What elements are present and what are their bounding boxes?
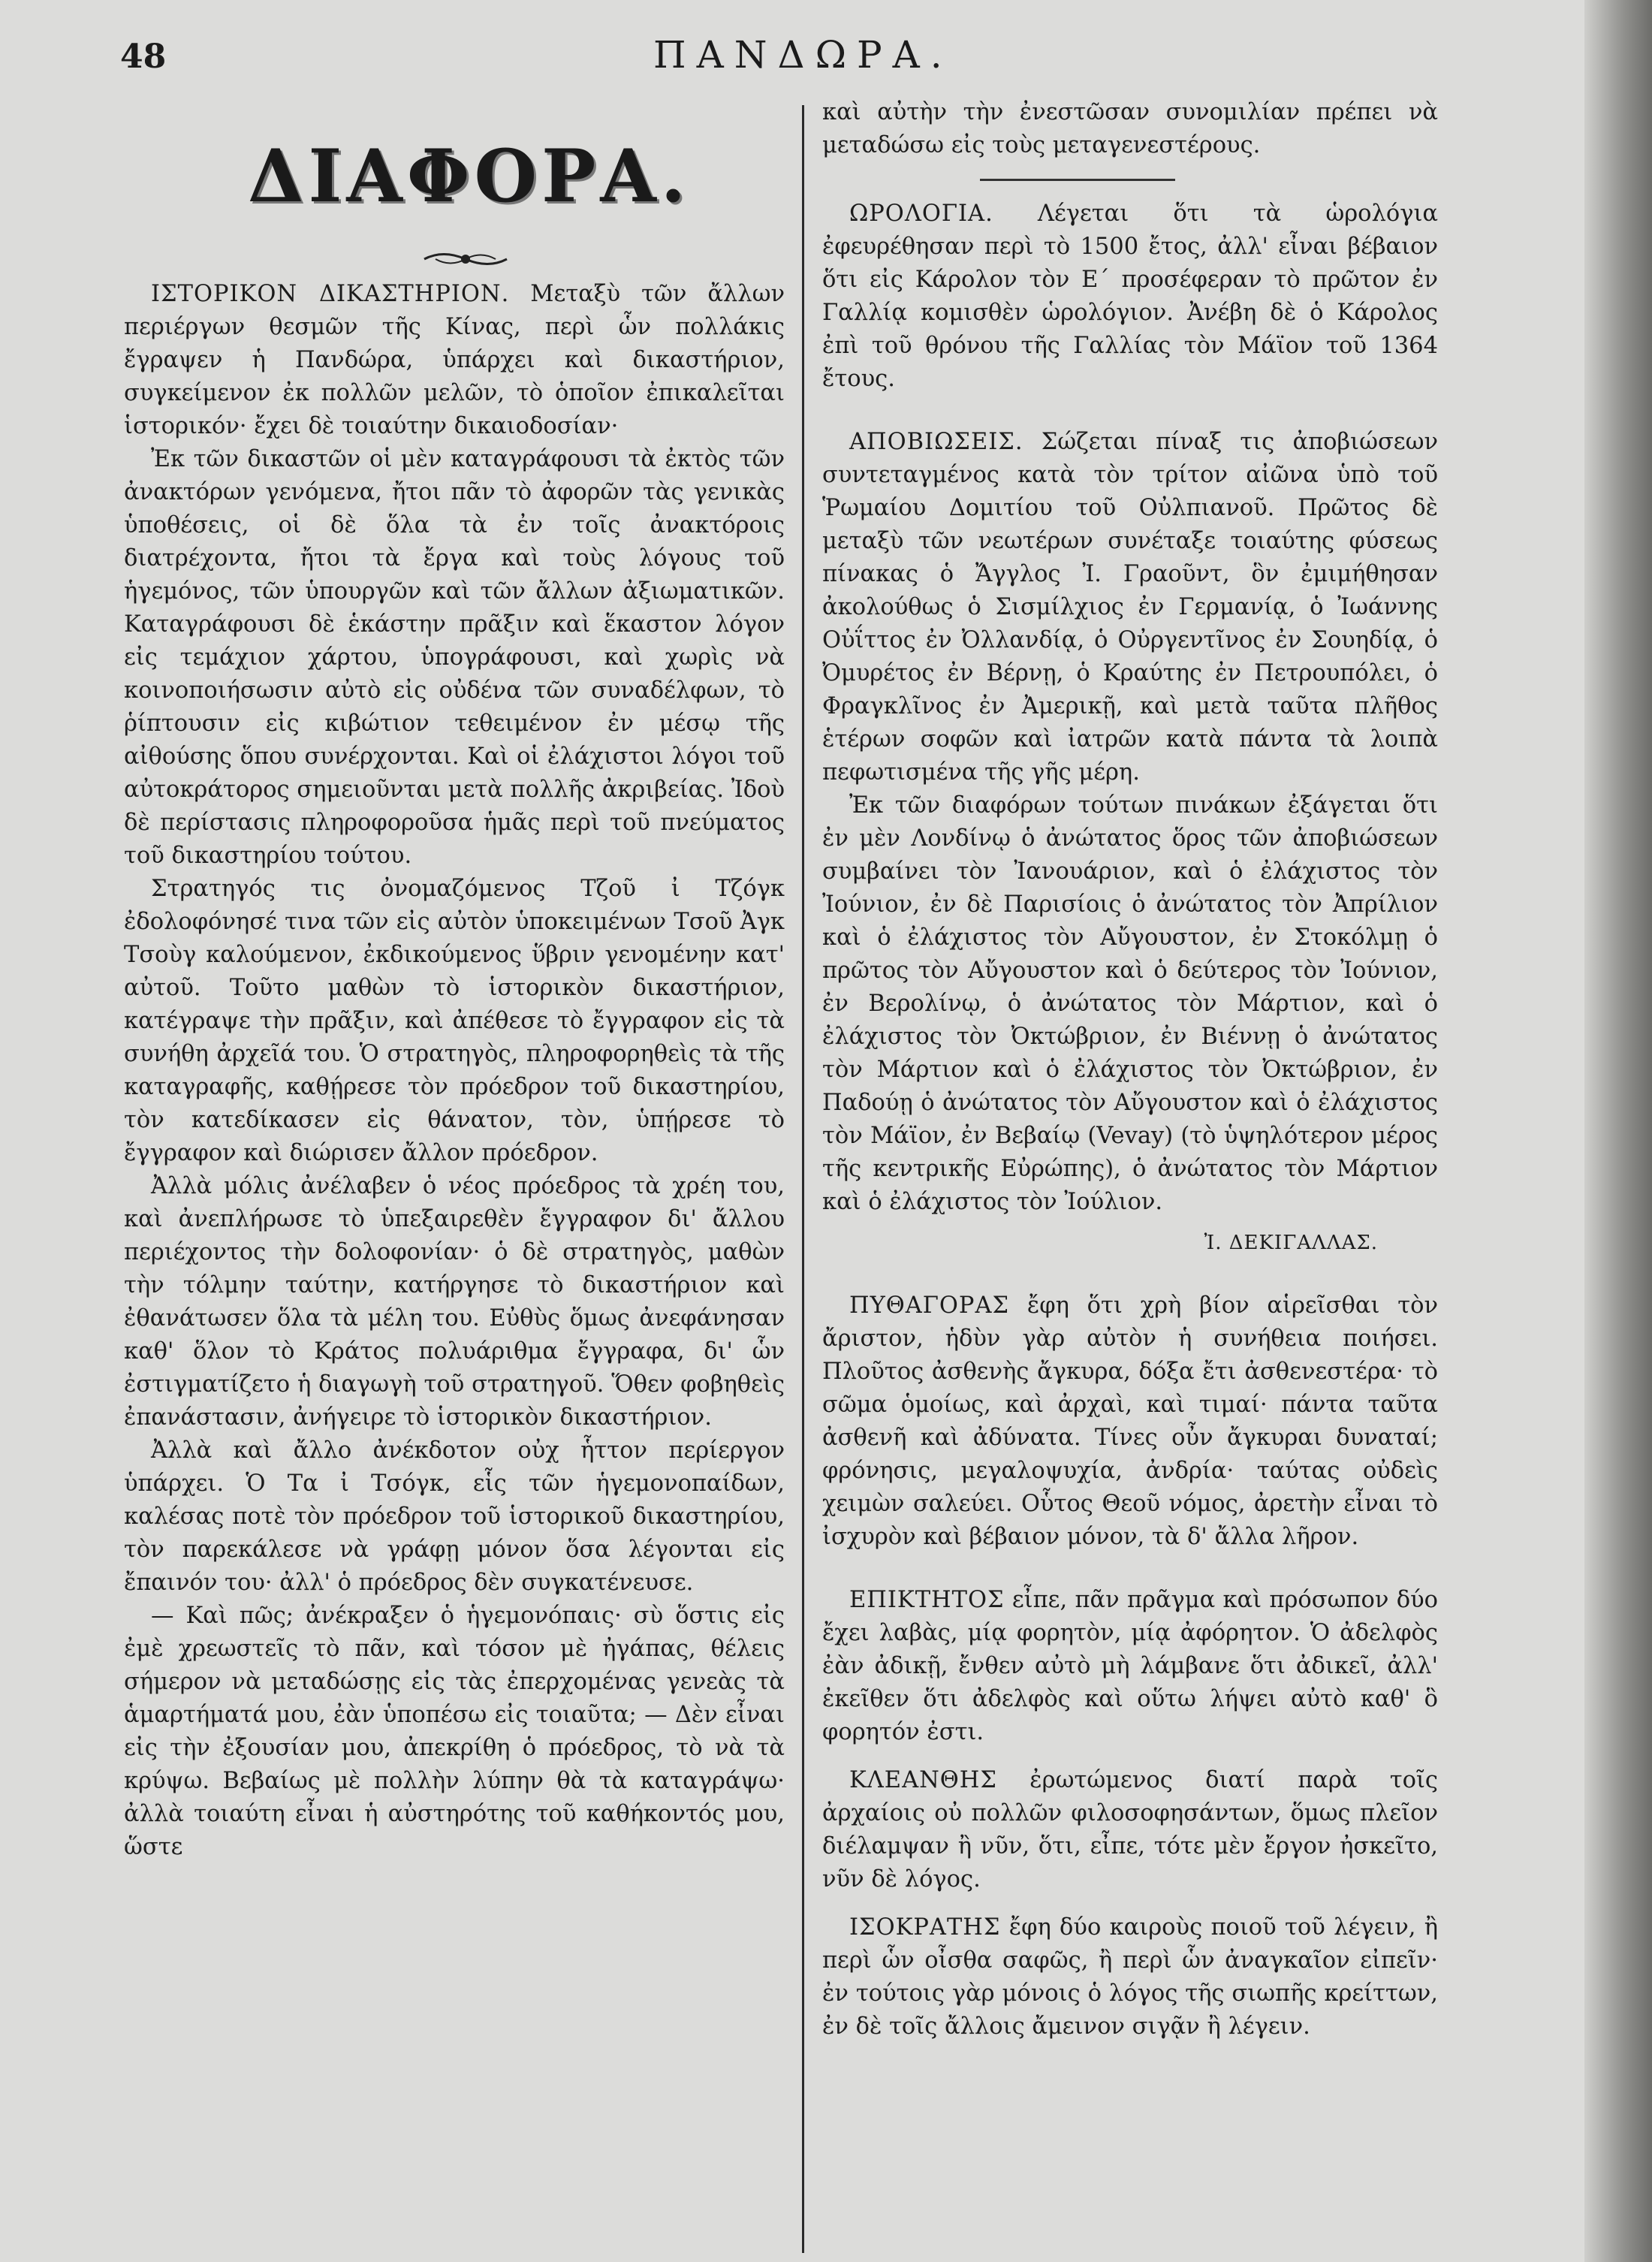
- right-column: [822, 96, 1438, 2043]
- paragraph-text: ἐρωτώμενος διατί παρὰ τοῖς ἀρχαίοις οὐ πολλῶν φιλοσοφησάντων, ὅμως πλεῖον διέλαμψαν ἢ νῦν, ὅτι, εἶπε, τότε μὲν ἔργον ἠσκεῖτο, νῦν δὲ λόγος.: [822, 1767, 1438, 1893]
- article-horology: [822, 198, 1438, 396]
- article-pythagoras: [822, 1289, 1438, 1554]
- article-court: [124, 278, 785, 443]
- paragraph-text: Ἐκ τῶν δικαστῶν οἱ μὲν καταγράφουσι τὰ ἐκτὸς τῶν ἀνακτόρων γενόμενα, ἤτοι πᾶν τὸ ἀφορῶν τὰς γενικὰς ὑποθέσεις, οἱ δὲ ὅλα τὰ ἐν τοῖς ἀνακτόροις διατρέχοντα, ἤτοι τὰ ἔργα καὶ τοὺς λόγους τοῦ ἡγεμόνος, τῶν ὑπουργῶν καὶ τῶν ἄλλων ἀξιωματικῶν. Καταγράφουσι δὲ ἑκάστην πρᾶξιν καὶ ἕκαστον λόγον εἰς τεμάχιον χάρτου, ὑπογράφουσι, καὶ χωρὶς νὰ κοινοποιήσωσιν αὐτὸ εἰς οὐδένα τῶν συναδέλφων, τὸ ῥίπτουσιν εἰς κιβώτιον τεθειμένον ἐν μέσῳ τῆς αἰθούσης ὅπου συνέρχονται. Καὶ οἱ ἐλάχιστοι λόγοι τοῦ αὐτοκράτορος σημειοῦνται μετὰ πολλῆς ἀκριβείας. Ἰδοὺ δὲ περίστασις πληροφοροῦσα ἡμᾶς περὶ τοῦ πνεύματος τοῦ δικαστηρίου τούτου.: [124, 446, 785, 869]
- paragraph-text: Ἀλλὰ καὶ ἄλλο ἀνέκδοτον οὐχ ἧττον περίεργον ὑπάρχει. Ὁ Τα ἰ Τσόγκ, εἷς τῶν ἡγεμονοπαίδων, καλέσας ποτὲ τὸν πρόεδρον τοῦ ἱστορικοῦ δικαστηρίου, τὸν παρεκάλεσε νὰ γράφῃ μόνον ὅσα λέγονται εἰς ἔπαινόν του· ἀλλ' ὁ πρόεδρος δὲν συγκατένευσε.: [124, 1437, 785, 1596]
- section-banner: ΔΙΑΦΟΡΑ.: [248, 134, 691, 219]
- author-signature: Ἰ. ΔΕΚΙΓΑΛΛΑΣ.: [1204, 1232, 1378, 1254]
- journal-title: ΠΑΝΔΩΡΑ.: [653, 33, 953, 77]
- paragraph-text: εἶπε, πᾶν πρᾶγμα καὶ πρόσωπον δύο ἔχει λαβὰς, μίᾳ φορητὸν, μίᾳ ἀφόρητον. Ὁ ἀδελφὸς ἐὰν ἀδικῇ, ἔνθεν αὐτὸ μὴ λάμβανε ὅτι ἀδικεῖ, ἀλλ' ἐκεῖθεν ὅτι ἀδελφὸς καὶ οὕτω λήψει αὐτὸ καθ' ὃ φορητόν ἐστι.: [822, 1587, 1438, 1745]
- paragraph-text: Σώζεται πίναξ τις ἀποβιώσεων συντεταγμένος κατὰ τὸν τρίτον αἰῶνα ὑπὸ τοῦ Ῥωμαίου Δομιτίου τοῦ Οὐλπιανοῦ. Πρῶτος δὲ μεταξὺ τῶν νεωτέρων συνέταξε τοιαύτης φύσεως πίνακας ὁ Ἄγγλος Ἰ. Γραοῦντ, ὃν ἐμιμήθησαν ἀκολούθως ὁ Σισμίλχιος ἐν Γερμανίᾳ, ὁ Ἰωάννης Οὐΐττος ἐν Ὀλλανδίᾳ, ὁ Οὐργεντῖνος ἐν Σουηδίᾳ, ὁ Ὀμυρέτος ἐν Βέρνῃ, ὁ Κραύτης ἐν Πετρουπόλει, ὁ Φραγκλῖνος ἐν Ἀμερικῇ, καὶ μετὰ ταῦτα πλῆθος ἑτέρων σοφῶν καὶ ἰατρῶν κατὰ πάντα τὰ λοιπὰ πεφωτισμένα τῆς γῆς μέρη.: [822, 429, 1438, 786]
- flourish-ornament: [421, 248, 511, 270]
- paragraph-text: Ἐκ τῶν διαφόρων τούτων πινάκων ἐξάγεται ὅτι ἐν μὲν Λονδίνῳ ὁ ἀνώτατος ὅρος τῶν ἀποβιώσεων συμβαίνει τὸν Ἰανουάριον, καὶ ὁ ἐλάχιστος τὸν Ἰούνιον, ἐν δὲ Παρισίοις ὁ ἀνώτατος τὸν Ἀπρίλιον καὶ ὁ ἐλάχιστος τὸν Αὔγουστον, ἐν Στοκόλμῃ ὁ πρῶτος τὸν Αὔγουστον καὶ ὁ δεύτερος τὸν Ἰούνιον, ἐν Βερολίνῳ, ὁ ἀνώτατος τὸν Μάρτιον, καὶ ὁ ἐλάχιστος τὸν Ὀκτώβριον, ἐν Βιέννῃ ὁ ἀνώτατος τὸν Μάρτιον καὶ ὁ ἐλάχιστος τὸν Ὀκτώβριον, ἐν Παδούῃ ὁ ἀνώτατος τὸν Αὔγουστον καὶ ὁ ἐλάχιστος τὸν Μάϊον, ἐν Βεβαίῳ (Vevay) (τὸ ὑψηλότερον μέρος τῆς κεντρικῆς Εὐρώπης), ὁ ἀνώτατος τὸν Μάρτιον καὶ ὁ ἐλάχιστος τὸν Ἰούλιον.: [822, 792, 1438, 1215]
- page-binding-edge: [1584, 0, 1652, 2262]
- heading-cleanthes: ΚΛΕΑΝΘΗΣ: [849, 1767, 997, 1793]
- paragraph-text: Λέγεται ὅτι τὰ ὡρολόγια ἐφευρέθησαν περὶ τὸ 1500 ἔτος, ἀλλ' εἶναι βέβαιον ὅτι εἰς Κάρολον τὸν Ε΄ προσέφεραν τὸ πρῶτον ἐν Γαλλίᾳ κομισθὲν ὡρολόγιον. Ἀνέβη δὲ ὁ Κάρολος ἐπὶ τοῦ θρόνου τῆς Γαλλίας τὸν Μάϊον τοῦ 1364 ἔτους.: [822, 201, 1438, 392]
- paragraph-text: Μεταξὺ τῶν ἄλλων περιέργων θεσμῶν τῆς Κίνας, περὶ ὧν πολλάκις ἔγραψεν ἡ Πανδώρα, ὑπάρχει καὶ δικαστήριον, συγκείμενον ἐκ πολλῶν μελῶν, τὸ ὁποῖον ἐπικαλεῖται ἱστορικόν· ἔχει δὲ τοιαύτην δικαιοδοσίαν·: [124, 281, 785, 439]
- page-number: 48: [120, 38, 167, 76]
- article-isocrates: [822, 1911, 1438, 2043]
- article-deaths: [822, 426, 1438, 789]
- heading-isocrates: ΙΣΟΚΡΑΤΗΣ: [849, 1914, 1001, 1941]
- paragraph-text: Στρατηγός τις ὀνομαζόμενος Τζοῦ ἰ Τζόγκ ἐδολοφόνησέ τινα τῶν εἰς αὐτὸν ὑποκειμένων Τσοῦ Ἀγκ Τσοὺγ καλούμενον, ἐκδικούμενος ὕβριν γενομένην κατ' αὐτοῦ. Τοῦτο μαθὼν τὸ ἱστορικὸν δικαστήριον, κατέγραψε τὴν πρᾶξιν, καὶ ἀπέθεσε τὸ ἔγγραφον εἰς τὰ συνήθη ἀρχεῖά του. Ὁ στρατηγὸς, πληροφορηθεὶς τὰ τῆς καταγραφῆς, καθῄρεσε τὸν πρόεδρον τοῦ δικαστηρίου, τὸν κατεδίκασεν εἰς θάνατον, τὸν, ὑπῄρεσε τὸ ἔγγραφον καὶ διώρισεν ἄλλον πρόεδρον.: [124, 876, 785, 1166]
- column-divider: [802, 105, 804, 2253]
- paragraph-continuation: καὶ αὐτὴν τὴν ἐνεστῶσαν συνομιλίαν πρέπει νὰ μεταδώσω εἰς τοὺς μεταγενεστέρους.: [822, 99, 1438, 158]
- heading-deaths: ΑΠΟΒΙΩΣΕΙΣ.: [849, 429, 1023, 455]
- heading-horology: ΩΡΟΛΟΓΙΑ.: [849, 201, 993, 227]
- paragraph-text: — Καὶ πῶς; ἀνέκραξεν ὁ ἡγεμονόπαις· σὺ ὅστις εἰς ἐμὲ χρεωστεῖς τὸ πᾶν, καὶ τόσον μὲ ἠγάπας, θέλεις σήμερον νὰ μεταδώσῃς εἰς τὰς ἐπερχομένας γενεὰς τὰ ἁμαρτήματά μου, ἐὰν ὑποπέσω εἰς τοιαῦτα; — Δὲν εἶναι εἰς τὴν ἐξουσίαν μου, ἀπεκρίθη ὁ πρόεδρος, τὸ νὰ τὰ κρύψω. Βεβαίως μὲ πολλὴν λύπην θὰ τὰ καταγράψω· ἀλλὰ τοιαύτη εἶναι ἡ αὐστηρότης τοῦ καθήκοντός μου, ὥστε: [124, 1603, 785, 1860]
- left-column: [124, 278, 785, 1864]
- paragraph-text: Ἀλλὰ μόλις ἀνέλαβεν ὁ νέος πρόεδρος τὰ χρέη του, καὶ ἀνεπλήρωσε τὸ ὑπεξαιρεθὲν ἔγγραφον δι' ἄλλου περιέχοντος τὴν δολοφονίαν· ὁ δὲ στρατηγὸς, μαθὼν τὴν τόλμην ταύτην, κατήργησε τὸ δικαστήριον καὶ ἐθανάτωσεν ὅλα τὰ μέλη του. Εὐθὺς ὅμως ἀνεφάνησαν καθ' ὅλον τὸ Κράτος πολυάριθμα ἔγγραφα, δι' ὧν ἐστιγματίζετο ἡ διαγωγὴ τοῦ στρατηγοῦ. Ὅθεν φοβηθεὶς ἐπανάστασιν, ἀνήγειρε τὸ ἱστορικὸν δικαστήριον.: [124, 1173, 785, 1431]
- article-cleanthes: [822, 1764, 1438, 1896]
- section-rule: [980, 179, 1175, 181]
- paragraph-text: ἔφη δύο καιροὺς ποιοῦ τοῦ λέγειν, ἢ περὶ ὧν οἶσθα σαφῶς, ἢ περὶ ὧν ἀναγκαῖον εἰπεῖν· ἐν τούτοις γὰρ μόνοις ὁ λόγος τῆς σιωπῆς κρείττων, ἐν δὲ τοῖς ἄλλοις ἄμεινον σιγᾷν ἢ λέγειν.: [822, 1914, 1438, 2040]
- heading-pythagoras: ΠΥΘΑΓΟΡΑΣ: [849, 1292, 1010, 1319]
- paragraph-text: ἔφη ὅτι χρὴ βίον αἱρεῖσθαι τὸν ἄριστον, ἡδὺν γὰρ αὐτὸν ἡ συνήθεια ποιήσει. Πλοῦτος ἀσθενὴς ἄγκυρα, δόξα ἔτι ἀσθενεστέρα· τὸ σῶμα ὁμοίως, καὶ ἀρχαὶ, καὶ τιμαί· πάντα ταῦτα ἀσθενῆ καὶ ἀδύνατα. Τίνες οὖν ἄγκυραι δυναταί; φρόνησις, μεγαλοψυχία, ἀνδρία· ταύτας οὐδεὶς χειμὼν σαλεύει. Οὗτος Θεοῦ νόμος, ἀρετὴν εἶναι τὸ ἰσχυρὸν καὶ βέβαιον μόνον, τὰ δ' ἄλλα λῆρον.: [822, 1292, 1438, 1550]
- heading-court: ΙΣΤΟΡΙΚΟΝ ΔΙΚΑΣΤΗΡΙΟΝ.: [151, 281, 510, 307]
- heading-epictetus: ΕΠΙΚΤΗΤΟΣ: [849, 1587, 1005, 1613]
- article-epictetus: [822, 1584, 1438, 1749]
